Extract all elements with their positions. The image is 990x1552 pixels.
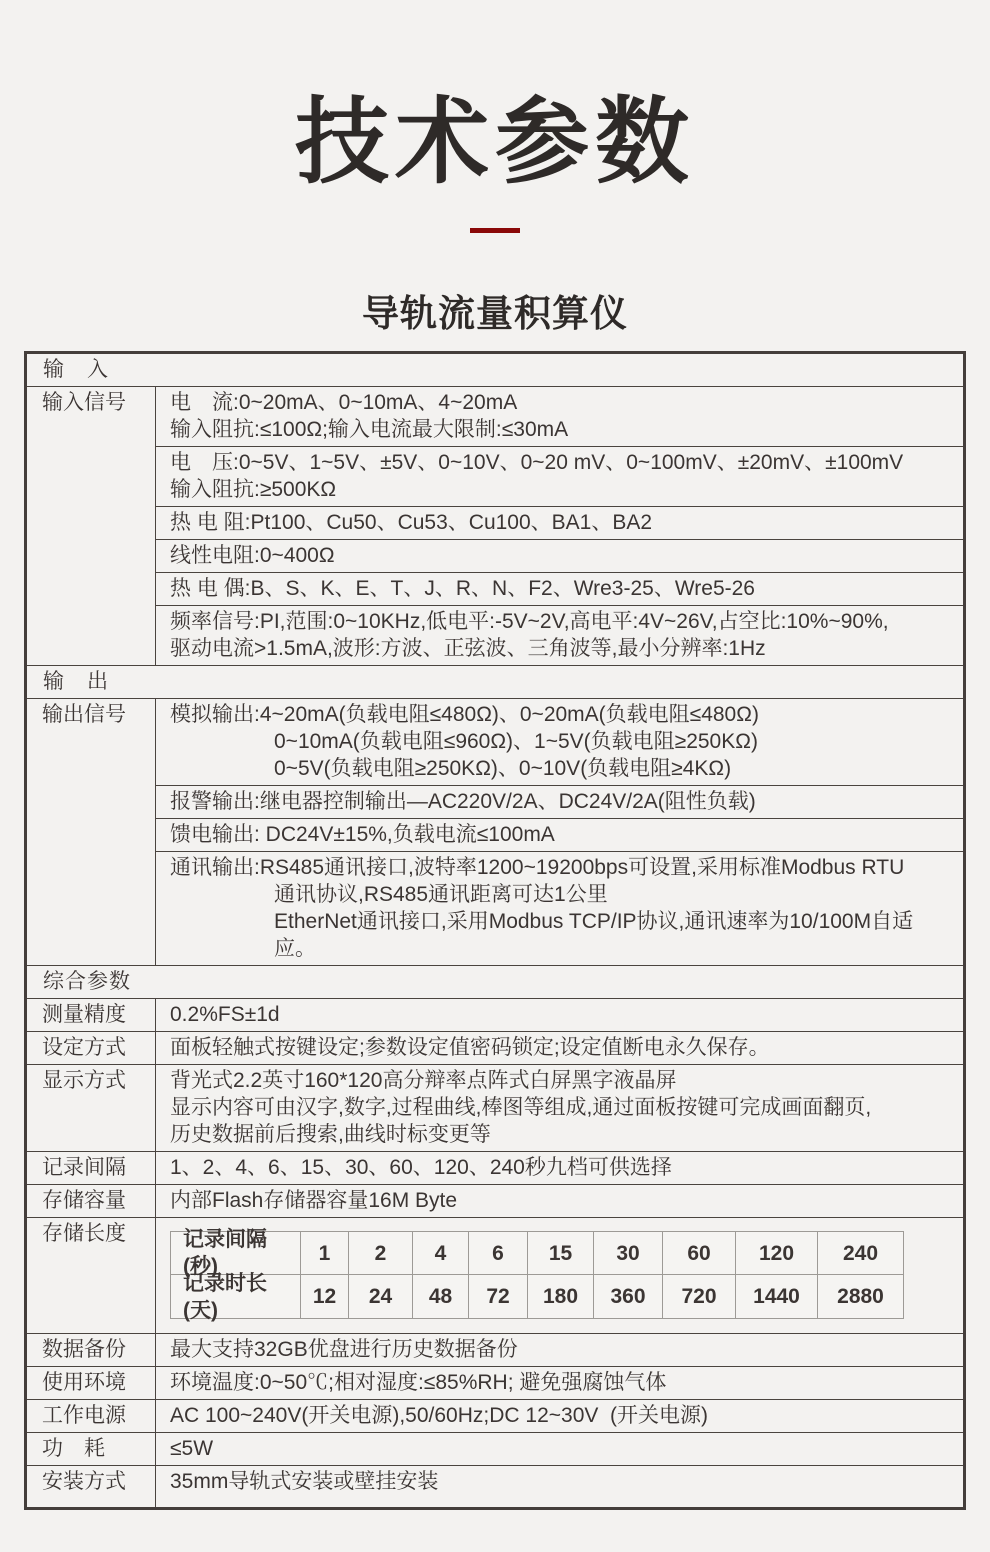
spec-line: 频率信号:PI,范围:0~10KHz,低电平:-5V~2V,高电平:4V~26V,占空比:10%~90%,	[170, 610, 889, 634]
storage-duration-value: 12	[301, 1275, 349, 1318]
row-power-consumption	[27, 1433, 963, 1466]
storage-duration-row	[171, 1271, 903, 1322]
title-accent-dash	[470, 228, 520, 233]
storage-interval-value: 2	[349, 1232, 413, 1275]
spec-line: 面板轻触式按键设定;参数设定值密码锁定;设定值断电永久保存。	[170, 1036, 770, 1060]
storage-interval-value: 15	[528, 1232, 594, 1275]
cell-alarm-output	[156, 786, 963, 819]
spec-line: 最大支持32GB优盘进行历史数据备份	[170, 1338, 518, 1362]
storage-duration-label: 记录时长(天)	[171, 1275, 301, 1318]
spec-line: 热 电 阻:Pt100、Cu50、Cu53、Cu100、BA1、BA2	[170, 511, 653, 535]
row-label-input-signal: 输入信号	[27, 387, 156, 665]
row-label-mounting: 安装方式	[27, 1466, 156, 1507]
spec-line: 1、2、4、6、15、30、60、120、240秒九档可供选择	[170, 1156, 672, 1180]
spec-line: 输入阻抗:≥500KΩ	[170, 478, 337, 502]
cell-storage-length	[156, 1218, 963, 1333]
row-label-data-backup: 数据备份	[27, 1334, 156, 1366]
cell-mounting	[156, 1466, 963, 1507]
storage-interval-value: 6	[469, 1232, 528, 1275]
cell-rtd	[156, 507, 963, 540]
cell-feed-output	[156, 819, 963, 852]
spec-line: 背光式2.2英寸160*120高分辩率点阵式白屏黑字液晶屏	[170, 1069, 677, 1093]
product-subtitle: 导轨流量积算仪	[362, 293, 628, 335]
row-label-display-method: 显示方式	[27, 1065, 156, 1151]
spec-line: 0~10mA(负载电阻≤960Ω)、1~5V(负载电阻≥250KΩ)	[274, 730, 758, 754]
row-storage-length	[27, 1218, 963, 1334]
spec-line: 线性电阻:0~400Ω	[170, 544, 335, 568]
spec-table	[24, 351, 966, 1510]
cell-setting-method	[156, 1032, 963, 1064]
spec-line: AC 100~240V(开关电源),50/60Hz;DC 12~30V (开关电源)	[170, 1404, 709, 1428]
spec-line: 馈电输出: DC24V±15%,负载电流≤100mA	[170, 823, 555, 847]
cell-storage-capacity	[156, 1185, 963, 1217]
cell-record-interval	[156, 1152, 963, 1184]
storage-duration-value: 72	[469, 1275, 528, 1318]
cell-frequency	[156, 606, 963, 665]
row-display-method	[27, 1065, 963, 1152]
cell-accuracy	[156, 999, 963, 1031]
storage-interval-value: 240	[818, 1232, 903, 1275]
section-row-output	[27, 666, 963, 699]
cell-power-consumption	[156, 1433, 963, 1465]
row-label-environment: 使用环境	[27, 1367, 156, 1399]
section-header-output: 输 出	[43, 670, 109, 694]
spec-line: 显示内容可由汉字,数字,过程曲线,棒图等组成,通过面板按键可完成画面翻页,	[170, 1096, 872, 1120]
row-data-backup	[27, 1334, 963, 1367]
cell-display-method	[156, 1065, 963, 1151]
row-mounting	[27, 1466, 963, 1507]
cell-analog-output	[156, 699, 963, 786]
section-header-general: 综合参数	[43, 970, 131, 994]
cell-current	[156, 387, 963, 447]
spec-line: 0~5V(负载电阻≥250KΩ)、0~10V(负载电阻≥4KΩ)	[274, 757, 732, 781]
storage-duration-value: 180	[528, 1275, 594, 1318]
cell-linear-resistance	[156, 540, 963, 573]
spec-line: EtherNet通讯接口,采用Modbus TCP/IP协议,通讯速率为10/100M自适应。	[274, 910, 914, 961]
row-label-accuracy: 测量精度	[27, 999, 156, 1031]
storage-duration-value: 24	[349, 1275, 413, 1318]
section-row-general	[27, 966, 963, 999]
row-label-power-supply: 工作电源	[27, 1400, 156, 1432]
spec-line: 内部Flash存储器容量16M Byte	[170, 1189, 458, 1213]
row-label-power-consumption: 功 耗	[27, 1433, 156, 1465]
cell-environment	[156, 1367, 963, 1399]
spec-line: 环境温度:0~50℃;相对湿度:≤85%RH; 避免强腐蚀气体	[170, 1371, 667, 1395]
spec-line: 35mm导轨式安装或壁挂安装	[170, 1470, 439, 1494]
storage-interval-value: 1	[301, 1232, 349, 1275]
section-header-input: 输 入	[43, 358, 109, 382]
row-label-setting-method: 设定方式	[27, 1032, 156, 1064]
row-label-storage-capacity: 存储容量	[27, 1185, 156, 1217]
row-label-output-signal: 输出信号	[27, 699, 156, 965]
storage-duration-value: 1440	[736, 1275, 818, 1318]
spec-line: 电 流:0~20mA、0~10mA、4~20mA	[170, 391, 518, 415]
row-input-signal	[27, 387, 963, 666]
storage-duration-value: 360	[594, 1275, 663, 1318]
output-signal-cells	[156, 699, 963, 965]
section-row-input	[27, 354, 963, 387]
row-record-interval	[27, 1152, 963, 1185]
spec-line: 通讯协议,RS485通讯距离可达1公里	[274, 883, 608, 907]
row-storage-capacity	[27, 1185, 963, 1218]
spec-line: 热 电 偶:B、S、K、E、T、J、R、N、F2、Wre3-25、Wre5-26	[170, 577, 755, 601]
row-power-supply	[27, 1400, 963, 1433]
row-accuracy	[27, 999, 963, 1032]
cell-voltage	[156, 447, 963, 507]
storage-interval-value: 120	[736, 1232, 818, 1275]
spec-line: 报警输出:继电器控制输出—AC220V/2A、DC24V/2A(阻性负载)	[170, 790, 756, 814]
storage-duration-value: 2880	[837, 1285, 884, 1309]
storage-duration-value: 48	[413, 1275, 469, 1318]
spec-line: ≤5W	[170, 1437, 214, 1461]
cell-power-supply	[156, 1400, 963, 1432]
storage-interval-value: 60	[663, 1232, 736, 1275]
spec-line: 0.2%FS±1d	[170, 1003, 280, 1027]
spec-line: 电 压:0~5V、1~5V、±5V、0~10V、0~20 mV、0~100mV、±20mV、±100mV	[170, 451, 904, 475]
storage-interval-value: 30	[594, 1232, 663, 1275]
spec-line: 通讯输出:RS485通讯接口,波特率1200~19200bps可设置,采用标准Modbus RTU	[170, 856, 905, 880]
page-title: 技术参数	[294, 89, 695, 194]
cell-data-backup	[156, 1334, 963, 1366]
row-output-signal	[27, 699, 963, 966]
spec-line: 输入阻抗:≤100Ω;输入电流最大限制:≤30mA	[170, 418, 569, 442]
spec-line: 模拟输出:4~20mA(负载电阻≤480Ω)、0~20mA(负载电阻≤480Ω)	[170, 703, 759, 727]
row-label-storage-length: 存储长度	[27, 1218, 156, 1333]
input-signal-cells	[156, 387, 963, 665]
storage-duration-value: 720	[663, 1275, 736, 1318]
cell-thermocouple	[156, 573, 963, 606]
spec-line: 历史数据前后搜索,曲线时标变更等	[170, 1123, 491, 1147]
cell-comm-output	[156, 852, 963, 965]
storage-interval-value: 4	[413, 1232, 469, 1275]
storage-interval-label: 记录间隔(秒)	[171, 1232, 301, 1275]
row-setting-method	[27, 1032, 963, 1065]
row-label-record-interval: 记录间隔	[27, 1152, 156, 1184]
storage-length-table	[170, 1228, 904, 1322]
spec-line: 驱动电流>1.5mA,波形:方波、正弦波、三角波等,最小分辨率:1Hz	[170, 637, 766, 661]
row-environment	[27, 1367, 963, 1400]
